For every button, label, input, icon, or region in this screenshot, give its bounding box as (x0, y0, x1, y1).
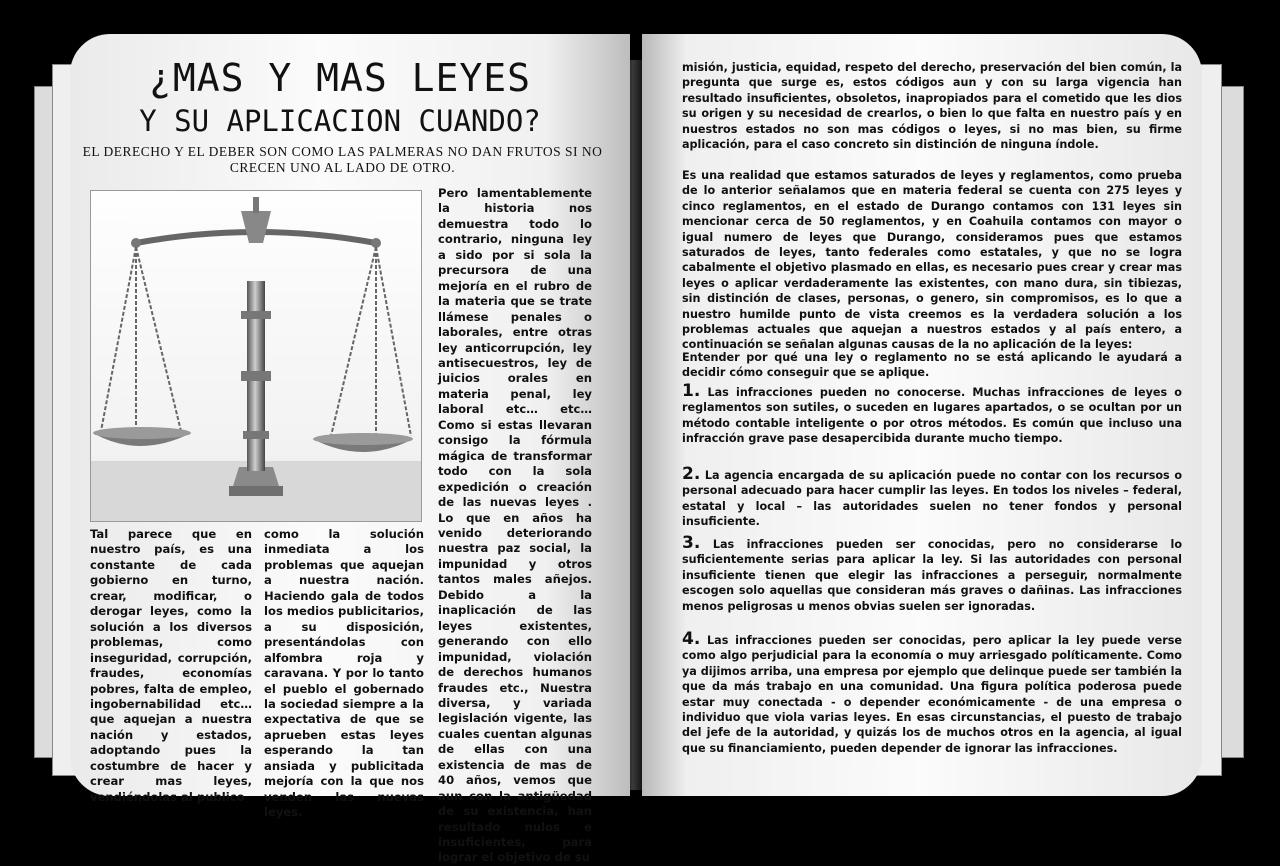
left-column-3-text: Pero lamentablemente la historia nos demuestra todo lo contrario, ninguna ley a sido por si sola la precursora de una mejoría en el rubro de la materia que se trate llámese penales o laborales, entre otras ley anticorrupción, ley antisecuestros, ley de juicios orales en materia penal, ley laboral etc… etc… Como si estas llevaran consigo la fórmula mágica de transformar todo con la sola expedición o creación de las nuevas leyes . Lo que en años ha venido deteriorando nuestra paz social, la impunidad y otros tantos males añejos. Debido a la inaplicación de las leyes existentes, generando con ello impunidad, violación de derechos humanos fraudes etc., Nuestra diversa, y variada legislación vigente, las cuales cuentan algunas de ellas con una existencia de mas de 40 años, vemos que aun con la antigüedad de su existencia, han resultado nulos e insuficientes, para lograr el objetivo de su (438, 186, 592, 865)
scales-of-justice-icon (91, 191, 421, 521)
title-line-1: ¿MAS Y MAS LEYES (148, 56, 532, 100)
cause-text: Las infracciones pueden no conocerse. Muchas infracciones de leyes o reglamentos son sutiles, o suceden en lugares apartados, o se ocultan por un método contable inteligente o por otros métodos. Es común que incluso una infracción grave pase desapercibida durante mucho tiempo. (682, 386, 1182, 446)
left-column-2-text: como la solución inmediata a los problemas que aquejan a nuestra nación. Haciendo gala de todos los medios publicitarios, a su disposición, presentándolas con alfombra roja y caravana. Y por lo tanto el pueblo el gobernado la sociedad siempre a la expectativa de que se aprueben estas leyes esperando la tan ansiada y publicitada mejoría con la que nos venden las nuevas leyes. (264, 527, 424, 820)
cause-number: 4. (682, 629, 701, 649)
cause-item-1 (682, 381, 1182, 447)
subtitle-quote: EL DERECHO Y EL DEBER SON COMO LAS PALMERAS NO DAN FRUTOS SI NO CRECEN UNO AL LADO DE OTRO. (82, 144, 603, 175)
cause-item-3 (682, 533, 1182, 614)
cause-number: 2. (682, 464, 701, 484)
right-page (642, 34, 1202, 796)
cause-number: 1. (682, 381, 701, 401)
left-page (70, 34, 630, 865)
cause-item-2 (682, 464, 1182, 530)
right-paragraph-1: misión, justicia, equidad, respeto del derecho, preservación del bien común, la pregunta que surge es, estos códigos aun y con su larga vigencia han resultado insuficientes, obsoletos, inapropiados para el cometido que les dios su origen y su necesidad de crearlos, o bien lo que falta en nuestro país y en nuestros estados no son mas códigos o leyes, si no mas bien, su firme aplicación, para el caso concreto sin distinción de ninguna índole. (682, 61, 1182, 152)
cause-item-4 (682, 629, 1182, 756)
right-paragraph-3: Entender por qué una ley o reglamento no se está aplicando le ayudará a decidir cómo conseguir que se aplique. (682, 351, 1182, 380)
cause-text: Las infracciones pueden ser conocidas, pero no considerarse lo suficientemente serias para aplicar la ley. Si las autoridades con personal insuficiente tienen que elegir las infracciones a perseguir, normalmente escogen solo aquellas que consideran más graves o dañinas. Las infracciones menos peligrosas u menos obvias suelen ser ignoradas. (682, 538, 1182, 613)
cause-text: Las infracciones pueden ser conocidas, pero aplicar la ley puede verse como algo perjudicial para la economía o muy arriesgado políticamente. Como ya dijimos arriba, una empresa por ejemplo que delinque puede ser también la que da más trabajo en una comunidad. Una figura política poderosa puede estar muy conectada - o depender económicamente - de una empresa o individuo que viola varias leyes. En esas circunstancias, el puesto de trabajo del jefe de la autoridad, y quizás los de muchos otros en la agencia, al igual que su financiamiento, pueden depender de ignorar las infracciones. (682, 634, 1182, 755)
title-line-2: Y SU APLICACION CUANDO? (139, 104, 541, 138)
left-column-1-text: Tal parece que en nuestro país, es una constante de cada gobierno en turno, crear, modificar, o derogar leyes, como la solución a los diversos problemas, como inseguridad, corrupción, fraudes, economías pobres, falta de empleo, ingobernabilidad etc… que aquejan a nuestra nación y estados, adoptando pues la costumbre de hacer y crear mas leyes, vendiéndolas al publico (90, 527, 252, 804)
right-paragraph-2: Es una realidad que estamos saturados de leyes y reglamentos, como prueba de lo anterior señalamos que en materia federal se cuenta con 275 leyes y cinco reglamentos, en el estado de Durango contamos con 131 leyes sin mencionar cerca de 50 reglamentos, y en Coahuila contamos con mayor o igual numero de leyes que Durango, consideramos pues que estamos saturados de leyes, tanto federales como estatales, y que no se logra cabalmente el objetivo plasmado en ellas, es necesario pues crear y crear mas leyes o aplicar verdaderamente las existentes, con mano dura, sin tibiezas, sin distinción de clases, personas, o genero, sin compromisos, es lo que a nuestro humilde punto de vista creemos es la verdadera solución a los problemas actuales que aquejan a nuestros estados y al país entero, a continuación se señalan algunas causas de la no aplicación de la leyes: (682, 169, 1182, 352)
cause-text: La agencia encargada de su aplicación puede no contar con los recursos o personal adecuado para hacer cumplir las leyes. En todos los niveles – federal, estatal y local – las autoridades suelen no tener fondos y personal insuficiente. (682, 469, 1182, 529)
cause-number: 3. (682, 533, 701, 553)
scales-of-justice-photo (90, 190, 422, 522)
